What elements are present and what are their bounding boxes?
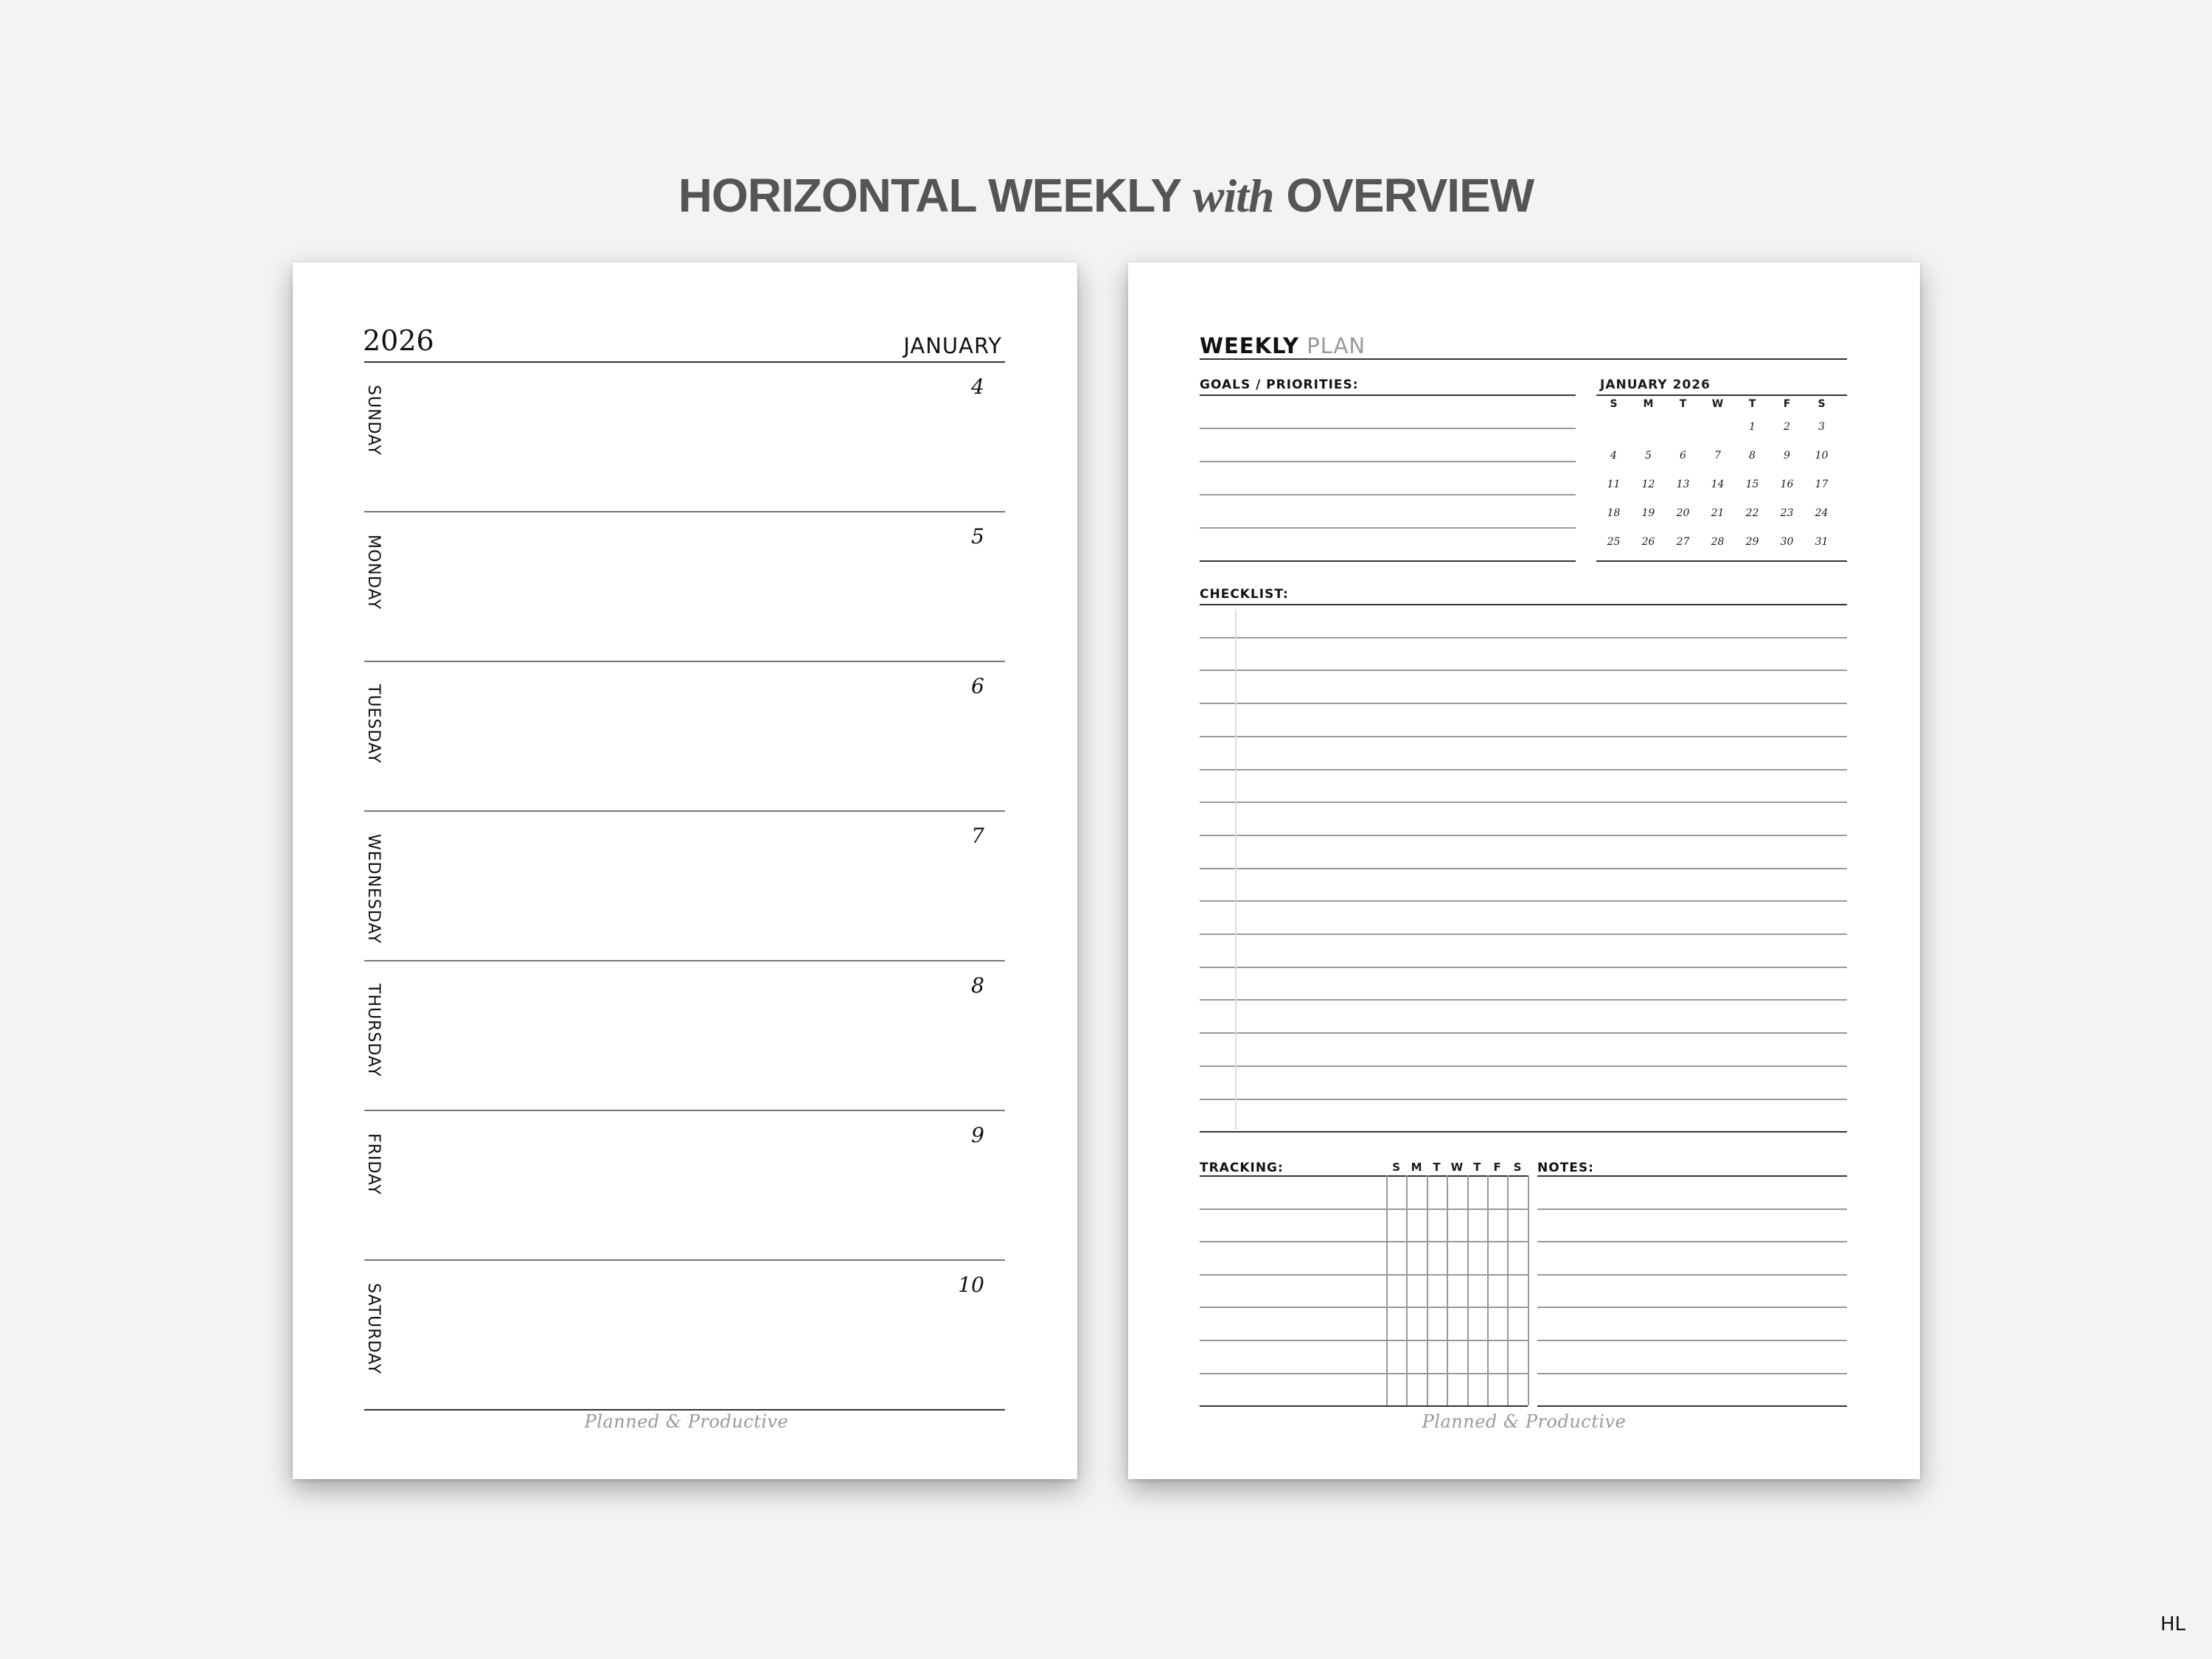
day-name: SUNDAY [364, 385, 383, 456]
tracking-line [1200, 1340, 1528, 1341]
checklist-line [1200, 604, 1847, 605]
goal-line [1200, 461, 1576, 462]
calendar-date: 28 [1711, 536, 1725, 548]
day-name: WEDNESDAY [364, 834, 383, 945]
calendar-date [1631, 419, 1666, 448]
day-row [364, 512, 1005, 662]
mini-calendar [1596, 398, 1847, 563]
weekly-plan-title [1200, 333, 1366, 358]
notes-line [1537, 1405, 1847, 1407]
calendar-date: 1 [1749, 421, 1756, 433]
goal-line [1200, 394, 1576, 396]
checklist-line [1200, 967, 1847, 968]
notes-line [1537, 1373, 1847, 1374]
checklist-line [1200, 637, 1847, 639]
goal-line [1200, 560, 1576, 562]
checklist-line [1200, 835, 1847, 836]
tracking-column-line [1487, 1175, 1489, 1405]
goal-line [1200, 527, 1576, 529]
calendar-date [1666, 419, 1700, 448]
checklist-label: CHECKLIST: [1200, 587, 1289, 602]
tracking-line [1200, 1241, 1528, 1242]
tracking-column-line [1427, 1175, 1428, 1405]
tracking-weekdays [1386, 1161, 1528, 1174]
calendar-date: 9 [1784, 450, 1790, 462]
notes-line [1537, 1241, 1847, 1242]
calendar-date: 5 [1645, 450, 1652, 462]
calendar-date: 14 [1711, 479, 1725, 490]
day-row [364, 1261, 1005, 1411]
day-row [364, 812, 1005, 961]
calendar-date: 16 [1780, 479, 1794, 490]
year-label: 2026 [363, 324, 434, 357]
tracking-column-line [1447, 1175, 1448, 1405]
title-light: PLAN [1307, 333, 1366, 358]
checklist-line [1200, 1065, 1847, 1067]
day-row [364, 961, 1005, 1111]
calendar-date: 29 [1745, 536, 1759, 548]
day-name: THURSDAY [364, 984, 383, 1077]
tracking-weekday: M [1411, 1161, 1422, 1174]
checklist-line [1200, 999, 1847, 1001]
calendar-date: 8 [1749, 450, 1756, 462]
calendar-date: 10 [1815, 450, 1829, 462]
calendar-date [1596, 419, 1631, 448]
calendar-week [1596, 419, 1847, 448]
calendar-date: 30 [1780, 536, 1794, 548]
title-bold: WEEKLY [1200, 333, 1300, 358]
calendar-date: 2 [1784, 421, 1790, 433]
day-name: MONDAY [364, 535, 383, 611]
tracking-weekday: S [1513, 1161, 1522, 1174]
day-row [364, 662, 1005, 812]
calendar-date: 11 [1607, 479, 1621, 490]
day-number: 4 [971, 375, 984, 399]
tracking-line [1200, 1274, 1528, 1276]
checklist-line [1200, 769, 1847, 771]
notes-line [1537, 1175, 1847, 1177]
checklist-margin-line [1235, 609, 1237, 1130]
checklist-line [1200, 736, 1847, 737]
corner-mark: HL [2160, 1613, 2185, 1635]
calendar-date: 24 [1815, 507, 1829, 519]
brand-logo: Planned & Productive [1422, 1411, 1627, 1432]
notes-line [1537, 1340, 1847, 1341]
checklist-line [1200, 868, 1847, 869]
calendar-week [1596, 476, 1847, 505]
tracking-column-line [1528, 1175, 1529, 1405]
checklist-line [1200, 703, 1847, 704]
day-number: 9 [971, 1123, 984, 1147]
calendar-date [1700, 419, 1735, 448]
tracking-line [1200, 1307, 1528, 1308]
calendar-bottom-rule [1596, 560, 1847, 562]
headline-part1: HORIZONTAL WEEKLY [678, 169, 1180, 222]
day-row [364, 363, 1005, 512]
notes-line [1537, 1208, 1847, 1210]
calendar-date: 12 [1641, 479, 1655, 490]
calendar-date: 20 [1676, 507, 1690, 519]
brand-logo: Planned & Productive [584, 1411, 789, 1432]
tracking-weekday: F [1493, 1161, 1501, 1174]
tracking-column-line [1386, 1175, 1388, 1405]
checklist-line [1200, 1131, 1847, 1133]
day-row [364, 1111, 1005, 1261]
tracking-line [1200, 1405, 1528, 1407]
calendar-date: 18 [1607, 507, 1621, 519]
checklist-line [1200, 1032, 1847, 1034]
day-name: SATURDAY [364, 1283, 383, 1374]
goals-label: GOALS / PRIORITIES: [1200, 378, 1359, 392]
tracking-column-line [1467, 1175, 1469, 1405]
calendar-date: 13 [1676, 479, 1690, 490]
calendar-date: 25 [1607, 536, 1621, 548]
calendar-weekday: S [1610, 398, 1618, 410]
calendar-date: 17 [1815, 479, 1829, 490]
calendar-date: 3 [1818, 421, 1825, 433]
tracking-line [1200, 1208, 1528, 1210]
goal-line [1200, 428, 1576, 429]
day-number: 6 [971, 674, 984, 698]
calendar-date: 26 [1641, 536, 1655, 548]
calendar-top-rule [1596, 394, 1847, 396]
tracking-column-line [1406, 1175, 1408, 1405]
calendar-date: 31 [1815, 536, 1829, 548]
notes-line [1537, 1307, 1847, 1308]
day-number: 8 [971, 973, 984, 998]
tracking-line [1200, 1373, 1528, 1374]
tracking-label: TRACKING: [1200, 1161, 1284, 1175]
weekly-horizontal-page [293, 262, 1077, 1479]
calendar-date: 6 [1680, 450, 1686, 462]
headline-part2: with [1192, 170, 1274, 222]
calendar-date: 23 [1780, 507, 1794, 519]
calendar-date: 7 [1714, 450, 1721, 462]
calendar-week [1596, 448, 1847, 476]
checklist-line [1200, 933, 1847, 935]
tracking-weekday: S [1392, 1161, 1401, 1174]
title-rule [1200, 358, 1847, 360]
day-name: FRIDAY [364, 1133, 383, 1195]
calendar-date: 15 [1745, 479, 1759, 490]
weekly-plan-page [1128, 262, 1920, 1479]
calendar-weekday: F [1783, 398, 1791, 410]
headline-part3: OVERVIEW [1286, 169, 1534, 222]
calendar-weekday: M [1643, 398, 1654, 410]
notes-line [1537, 1274, 1847, 1276]
day-number: 7 [971, 824, 984, 848]
day-separator [364, 1409, 1005, 1411]
checklist-line [1200, 669, 1847, 671]
calendar-weekday: T [1748, 398, 1756, 410]
goal-line [1200, 494, 1576, 495]
calendar-weekday: W [1711, 398, 1724, 410]
calendar-weekday-row [1596, 398, 1847, 414]
month-label: JANUARY [903, 333, 1002, 358]
page-headline [0, 168, 2212, 223]
tracking-weekday: W [1450, 1161, 1464, 1174]
calendar-date: 19 [1641, 507, 1655, 519]
tracking-column-line [1507, 1175, 1509, 1405]
calendar-date: 22 [1745, 507, 1759, 519]
checklist-line [1200, 900, 1847, 902]
tracking-weekday: T [1433, 1161, 1441, 1174]
calendar-week [1596, 505, 1847, 534]
day-number: 10 [958, 1273, 984, 1297]
calendar-date: 27 [1676, 536, 1690, 548]
calendar-date: 21 [1711, 507, 1725, 519]
checklist-line [1200, 1099, 1847, 1100]
calendar-date: 4 [1610, 450, 1617, 462]
checklist-line [1200, 801, 1847, 803]
day-name: TUESDAY [364, 684, 383, 764]
notes-label: NOTES: [1537, 1161, 1594, 1175]
calendar-week [1596, 534, 1847, 563]
day-number: 5 [971, 524, 984, 549]
tracking-weekday: T [1473, 1161, 1481, 1174]
tracking-line [1200, 1175, 1528, 1177]
mini-calendar-title: JANUARY 2026 [1600, 378, 1711, 392]
calendar-weekday: S [1818, 398, 1826, 410]
calendar-weekday: T [1679, 398, 1687, 410]
